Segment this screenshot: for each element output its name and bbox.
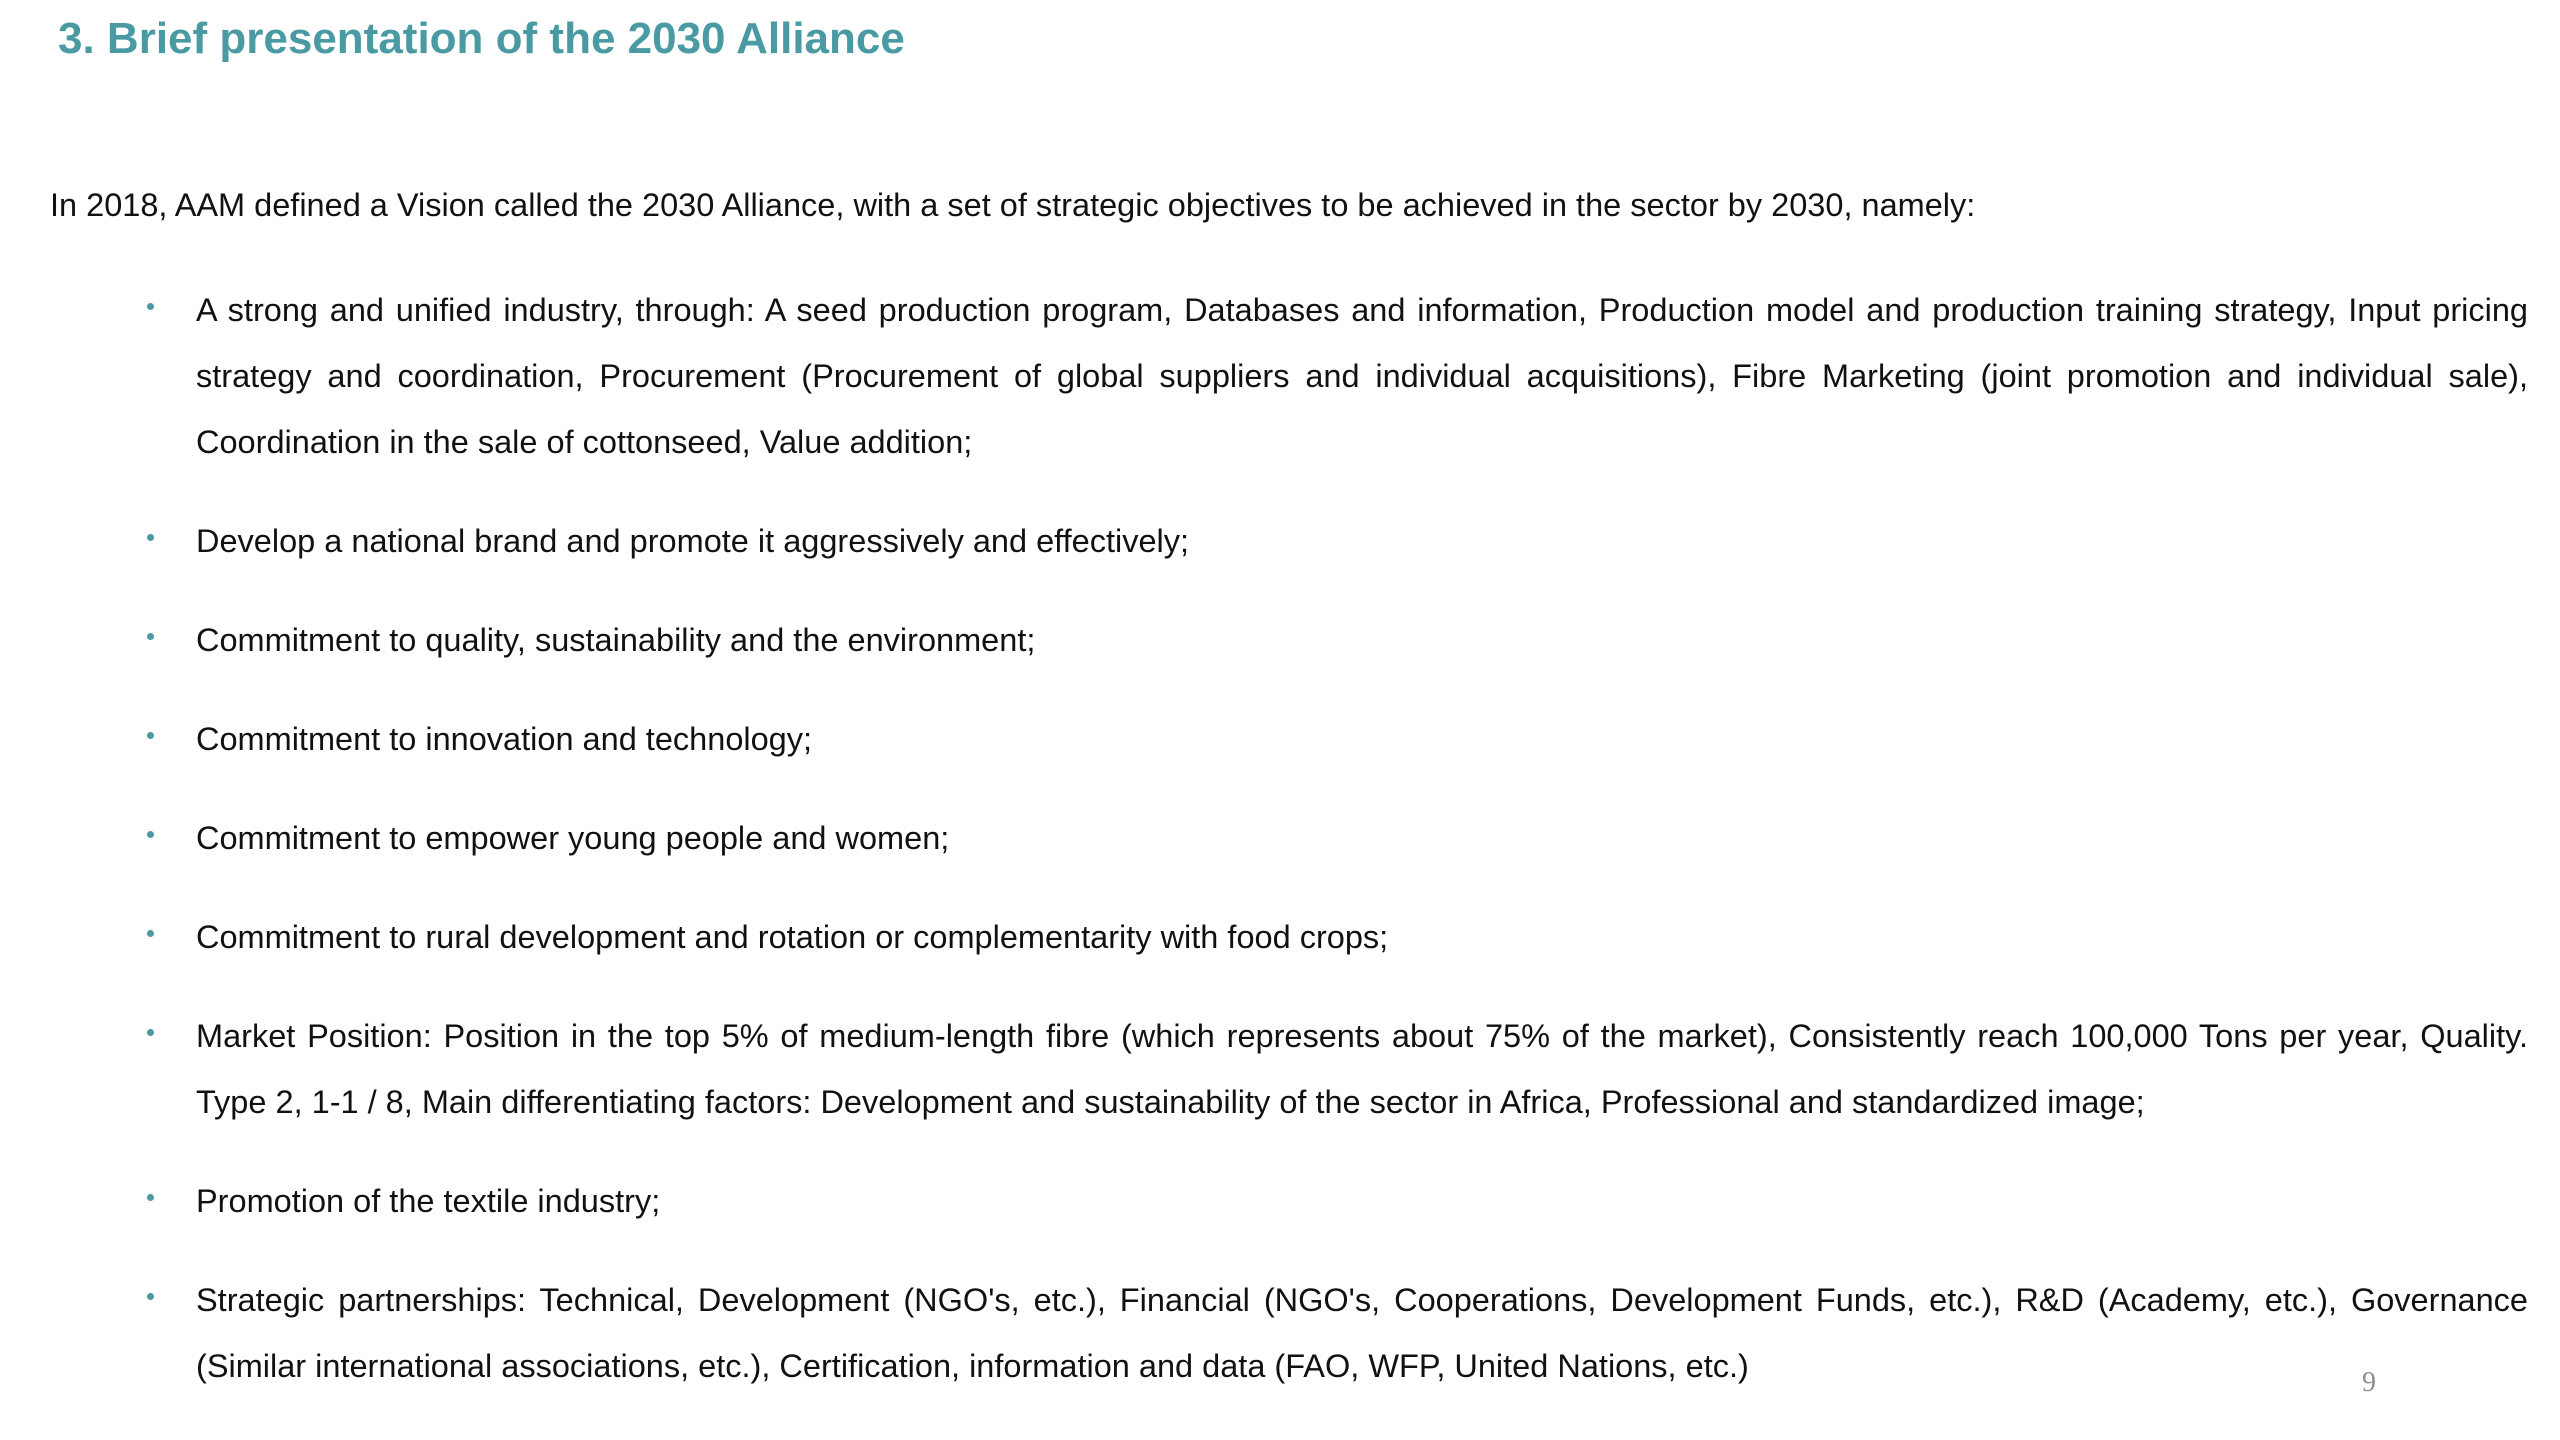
bullet-icon	[147, 1293, 154, 1300]
list-item	[0, 1003, 2560, 1135]
list-item	[0, 508, 2560, 574]
bullet-icon	[147, 930, 154, 937]
intro-paragraph: In 2018, AAM defined a Vision called the 2030 Alliance, with a set of strategic objectives to be achieved in the sector by 2030, namely:	[50, 187, 1976, 223]
list-item	[0, 277, 2560, 475]
list-item	[0, 607, 2560, 673]
page-number: 9	[2362, 1367, 2376, 1398]
list-item-text: Commitment to innovation and technology;	[196, 721, 813, 757]
list-item-text: Promotion of the textile industry;	[196, 1183, 661, 1219]
slide-title: 3. Brief presentation of the 2030 Alliance	[58, 14, 905, 63]
list-item	[0, 904, 2560, 970]
list-item-text: Strategic partnerships: Technical, Development (NGO's, etc.), Financial (NGO's, Cooperations, Development Funds, etc.), R&D (Academy, etc.), Governance (Similar international associations, etc.), Certification, information and data (FAO, WFP, United Nations, etc.)	[196, 1282, 2528, 1384]
list-item	[0, 1168, 2560, 1234]
list-item	[0, 805, 2560, 871]
objectives-list	[0, 277, 2560, 1432]
list-item-text: A strong and unified industry, through: A seed production program, Databases and information, Production model and production training strategy, Input pricing strategy and coordination, Procurement (Procurement of global suppliers and individual acquisitions), Fibre Marketing (joint promotion and individual sale), Coordination in the sale of cottonseed, Value addition;	[196, 292, 2528, 460]
list-item	[0, 706, 2560, 772]
list-item-text: Commitment to rural development and rotation or complementarity with food crops;	[196, 919, 1389, 955]
bullet-icon	[147, 831, 154, 838]
list-item-text: Commitment to quality, sustainability and the environment;	[196, 622, 1036, 658]
list-item	[0, 1267, 2560, 1399]
bullet-icon	[147, 1194, 154, 1201]
bullet-icon	[147, 303, 154, 310]
list-item-text: Develop a national brand and promote it aggressively and effectively;	[196, 523, 1190, 559]
bullet-icon	[147, 732, 154, 739]
list-item-text: Commitment to empower young people and women;	[196, 820, 950, 856]
bullet-icon	[147, 1029, 154, 1036]
list-item-text: Market Position: Position in the top 5% of medium-length fibre (which represents about 75% of the market), Consistently reach 100,000 Tons per year, Quality. Type 2, 1-1 / 8, Main differentiating factors: Development and sustainability of the sector in Africa, Professional and standardized image;	[196, 1018, 2528, 1120]
bullet-icon	[147, 534, 154, 541]
bullet-icon	[147, 633, 154, 640]
